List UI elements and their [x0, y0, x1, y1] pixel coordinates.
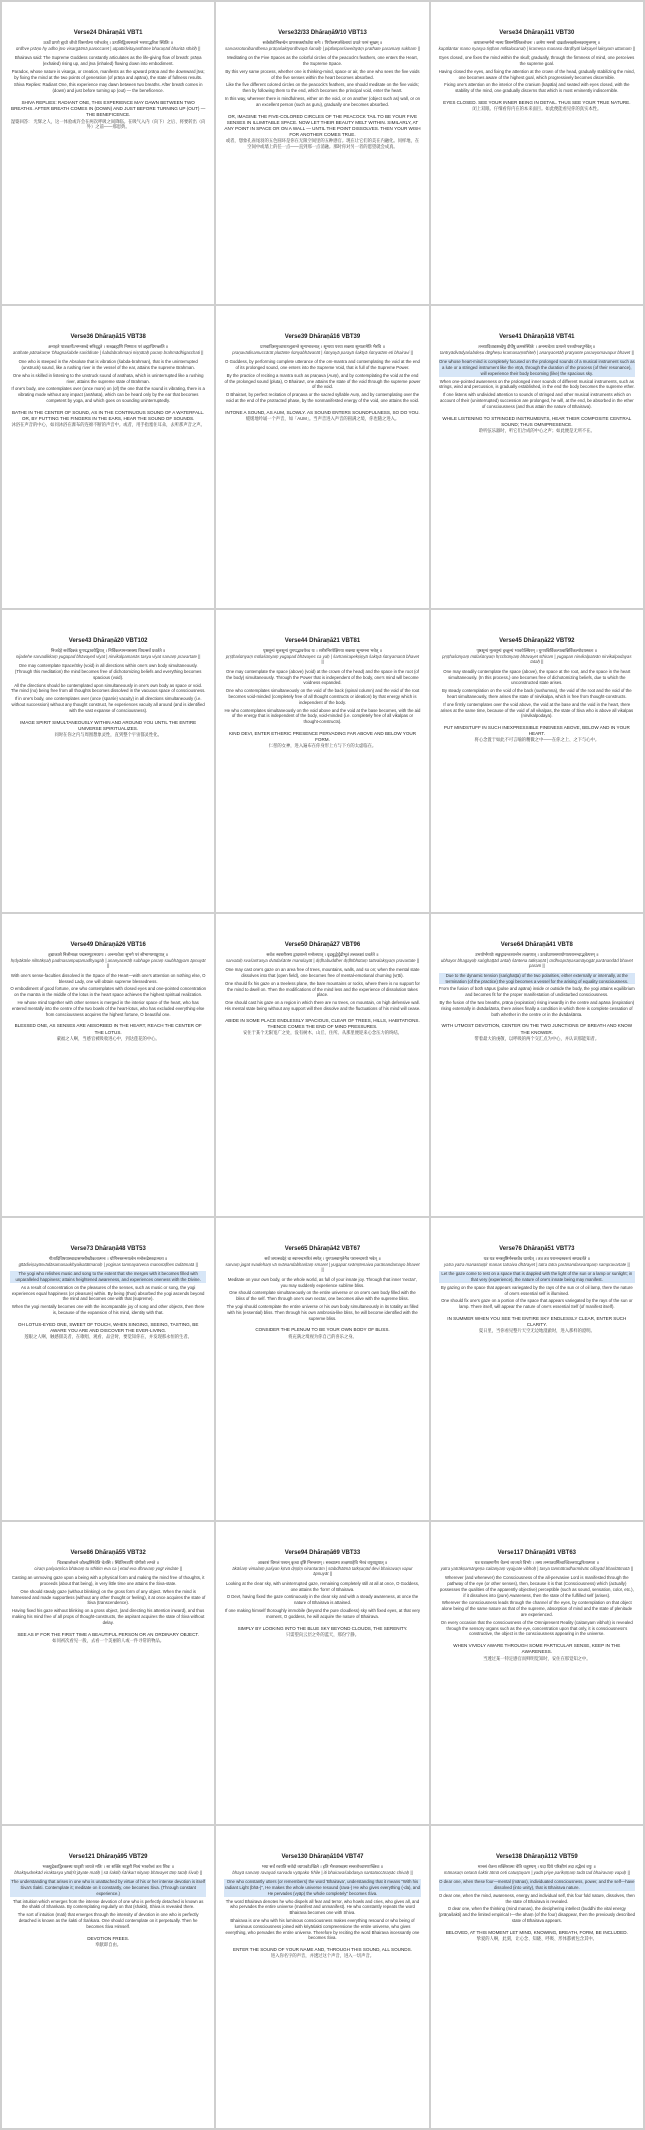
verse-card	[216, 1522, 428, 1824]
verse-summary: KIND DEVI, ENTER ETHERIC PRESENCE PERVADING FAR ABOVE AND BELOW YOUR FORM.	[228, 730, 417, 743]
translation-body	[10, 1271, 206, 1318]
translation-paragraph: O Devī, having fixed the gaze continuously in the clear sky and with a steady awareness, at once the nature of Bhairava is attained.	[226, 1594, 419, 1606]
translation-paragraph: If one making himself thoroughly immobile (beyond the pure cloudless) sky with fixed eyes, at that very moment, O goddess, he will acquire the nature of Bhairava.	[224, 1607, 421, 1619]
translation-paragraph: Eyes closed, one fixes the mind within the skull; gradually, through the firmness of mind, one perceives the supreme goal.	[439, 55, 635, 66]
translation-paragraph: Wherever (and whenever) the Consciousness of the all-pervasive Lord is manifested through the pathway of the eye (or other senses), then, because it is that (Consciousness) which (actually) possesses the qualities of the apparently objective) perceptible (such as sound, sensation, color, etc.), if it dissolves into (pure) Awareness, then the state of the fulfilled self (arises).	[439, 1575, 634, 1598]
verse-title: Verse44 Dhāraṇā21 VBT81	[284, 638, 361, 644]
translation-paragraph: By the fusion of the two breaths, prāṇa (expiration) rising inwardly in the centre and apāna (inspiration) rising externally in dvādaśānta, there arises finally a condition in which there is complete cessation of both whether in the centre or in the dvādaśānta.	[439, 999, 635, 1017]
sanskrit-text: सर्वं जगत्स्वदेहं वा स्वानन्दभरितं स्मरेत् । युगपत्स्वामृतेनैव परानन्दमयो भवेत् ॥	[264, 1256, 381, 1261]
verse-summary: SEE AS IF FOR THE FIRST TIME A BEAUTIFUL PERSON OR AN ORDINARY OBJECT.	[17, 1631, 199, 1637]
verse-summary: ABIDE IN SOME PLACE ENDLESSLY SPACIOUS, CLEAR OF TREES, HILLS, HABITATIONS. THENCE COMES THE END OF MIND PRESSURES.	[225, 1017, 420, 1029]
sanskrit-text: कपालान्तर्मनो न्यस्य तिष्ठन्मीलितलोचनः । क्रमेण मनसो दार्ढ्याल्लक्षयेल्लक्ष्यमुत्तमम् ॥	[473, 40, 601, 45]
sanskrit-text: सर्वस्रोतोनिबन्धेन प्राणशक्त्योर्ध्वया शनैः । पिपीलस्पर्शवेलायां प्रथते परमं सुखम् ॥	[262, 40, 383, 45]
translation-body	[439, 1271, 635, 1312]
verse-summary: OH LOTUS-EYED ONE, SWEET OF TOUCH, WHEN SINGING, SEEING, TASTING, BE AWARE YOU ARE AND DISCOVER THE EVER-LIVING.	[17, 1321, 199, 1333]
verse-summary: PUT MINDSTUFF IN SUCH INEXPRESSIBLE FINENESS ABOVE, BELOW AND IN YOUR HEART.	[443, 725, 630, 737]
verse-card	[216, 306, 428, 608]
verse-title: Verse36 Dhāraṇā15 VBT38	[70, 334, 146, 340]
verse-card	[2, 1826, 214, 2128]
transliteration-text: tantryādivādyaśabdeṣu dīrgheṣu kramasaṃsthiteḥ | ananyacetāḥ pratyante paravyomavapur bhavet ||	[439, 349, 634, 355]
transliteration-text: yatra yatrākṣamārgeṇa caitanyaṃ vyajyate vibhoḥ | tasya tanmātradharmitvāc cillayād bharitātmatā ||	[440, 1565, 634, 1571]
verse-title: Verse121 Dhāraṇā95 VBT29	[68, 1854, 148, 1860]
sanskrit-text: निजदेहे सर्वदिक्कं युगपद्भावयेद्वियत् । निर्विकल्पमनास्तस्य वियत्सर्वं प्रवर्तते ॥	[50, 648, 166, 653]
translation-body	[10, 973, 206, 1020]
translation-paragraph: One may cast one's gaze on an area free of trees, mountains, walls, and so on; when the mental state dissolves into that (open field), one becomes free of mental-emotional churning (vṛtti).	[225, 967, 420, 978]
chinese-summary: 同时在你之内与周围想象灵性，直到整个宇宙都灵性化。	[54, 731, 162, 737]
transliteration-text: gītādiviṣayāsvādāsamasaukhyaikatātmanaḥ | yoginas tanmayatvena manorūḍhes tadātmatā ||	[18, 1261, 198, 1267]
translation-paragraph: The understanding that arises in one who is unattached by virtue of his or her intense devotion is itself Śiva's Śakti. Contemplate it; meditate on it constantly, one becomes Śiva. (Through constant experience.)	[11, 1879, 206, 1896]
verse-summary: INTONE A SOUND, AS AUM, SLOWLY. AS SOUND ENTERS SOUNDFULNESS, SO DO YOU.	[225, 409, 420, 415]
translation-paragraph: He whose mind together with other senses is merged in the interior space of the heart, who has entered mentally into the centre of the two bowls of the heart-lotus, who has excluded everything else from consciousness acquires the highest fortune, O beautiful one.	[11, 999, 205, 1017]
transliteration-text: bhayā sarvaṃ ravayati sarvado vyāpako 'khile | iti bhairavaśabdasya santatoccāraṇāc chivaḥ ||	[232, 1869, 413, 1875]
verse-summary: EYES CLOSED. SEE YOUR INNER BEING IN DETAIL. THUS SEE YOUR TRUE NATURE.	[443, 99, 631, 105]
translation-paragraph: Like the five different colored circles on the peacock's feathers, one should meditate on the five voids; then by following them to the end, which becomes the principal void, enter the heart.	[226, 82, 419, 94]
verse-summary: IN SUMMER WHEN YOU SEE THE ENTIRE SKY ENDLESSLY CLEAR, ENTER SUCH CLARITY.	[447, 1315, 627, 1328]
verse-title: Verse64 Dhāraṇā41 VBT8	[500, 942, 573, 948]
chinese-summary: 只需望向云层之外的蓝天，那份宁静。	[285, 1631, 360, 1637]
translation-body	[224, 55, 420, 109]
translation-paragraph: Meditating on the Five Spaces as the colorful circles of the peacock's feathers, one enters the Heart, the Supreme Space.	[227, 55, 418, 66]
translation-body	[10, 663, 206, 715]
translation-paragraph: One whose heart-mind is completely focused on the prolonged sounds of a musical instrument such as a lute or a stringed instrument like the vīṇā, through the duration of the process (of their resonance), will experience their body becoming (like) the spacious sky.	[439, 359, 635, 376]
translation-paragraph: On every occasion that the consciousness of the Omnipresent Reality (caitanyam vibhoḥ) is revealed through the sensory organs such as the eye, concentration upon that only, it is consciousness's constructive, the object is the consciousness appearing in the universe.	[440, 1619, 633, 1637]
translation-paragraph: If in one's body, one contemplates over (once (sparśe) vacuity) in all directions simultaneously (i.e. without succession) without any thought construct, he experiences vacuity all around (and is identified with the vast expanse of consciousness).	[11, 696, 205, 713]
chinese-summary: 夏日里，当你看见整片天空无边地澄澈时，进入那样的澄明。	[478, 1328, 595, 1334]
verse-card	[2, 1218, 214, 1520]
transliteration-text: sarvaṃ jagat svadehaṃ vā svānandabharitaṃ smaret | yugapat svāmṛtenaiva parānandamayo bhavet ||	[225, 1261, 420, 1273]
translation-paragraph: Let the gaze come to rest on a space that is dappled with the light of the sun or a lamp or sunlight; in that very (experience), the nature of one's innate being may manifest.	[439, 1271, 635, 1283]
verse-title: Verse45 Dhāraṇā22 VBT92	[499, 638, 575, 644]
verse-title: Verse50 Dhāraṇā27 VBT96	[284, 942, 361, 948]
verse-summary: WHILE LISTENING TO STRINGED INSTRUMENTS, HEAR THEIR COMPOSITE CENTRAL SOUND; THUS OMNIPRESENCE.	[442, 415, 632, 427]
translation-body	[224, 1277, 420, 1324]
chinese-summary: 湿婆回答： 光辉之人，这一体验或许会在两次呼吸之间降临。在吸气入内（向下）之后、将要转出（向外）之前——那恩典。	[10, 118, 206, 130]
transliteration-text: kapālāntar mano nyasya tiṣṭhan mīlitalocanaḥ | krameṇa manaso dārḍhyāl lakṣayel lakṣyam uttamam ||	[438, 45, 635, 51]
transliteration-text: sarvasrotonibandhena prāṇaśaktyordhvayā śanaiḥ | pipīlasparśavelāyāṃ prathate paramaṃ sukham ||	[225, 45, 420, 51]
sanskrit-text: भक्त्युद्रेकाद्विरक्तस्य यादृशी जायते मतिः । सा शक्तिः शाङ्करी नित्यं भावयेत्तां ततः शिवः ॥	[42, 1864, 174, 1869]
verse-summary: ENTER THE SOUND OF YOUR NAME AND, THROUGH THIS SOUND, ALL SOUNDS.	[233, 1947, 412, 1953]
verse-title: Verse65 Dhāraṇā42 VBT67	[284, 1246, 361, 1252]
chinese-summary: 沐浴在声音的中心，如同沐浴在瀑布的连绵不断的声音中。或者，用手指塞住耳朵，去听那声音之声。	[11, 422, 205, 428]
transliteration-text: mānasaṃ cetanā śaktir ātmā ceti catuṣṭayam | yadā priye parikṣīṇaṃ tadā tad bhairavaṃ vapuḥ ||	[443, 1869, 630, 1875]
chinese-summary: 安住于某个无限宽广之处，没有树木、山丘、住所。从那里便迎来心念压力的终结。	[243, 1030, 402, 1036]
translation-paragraph: One should cast his gaze on a region in which there are no trees, on mountain, on high defensive wall. His mental state being without any support will then dissolve and the fluctuations of his mind will cease.	[224, 1000, 421, 1011]
verse-summary: SIMPLY BY LOOKING INTO THE BLUE SKY BEYOND CLOUDS, THE SERENITY.	[237, 1625, 408, 1631]
verse-card	[431, 610, 643, 912]
verse-card	[216, 1218, 428, 1520]
transliteration-text: nijadehe sarvadikkaṃ yugapad bhāvayed viyat | nirvikalpamanās tasya viyat sarvaṃ pravartate ||	[15, 653, 201, 659]
sanskrit-text: हृद्याकाशे निलीनाक्षः पद्मसम्पुटमध्यगः । अनन्यचेताः सुभगे परं सौभाग्यमाप्नुयात् ॥	[48, 952, 169, 957]
verse-card	[2, 2, 214, 304]
sanskrit-text: सर्वतः स्वशरीरस्य द्वादशान्ते मनोलयात् । दृढबुद्धेर्दृढीभूतं तत्त्वलक्ष्यं प्रवर्तते ॥	[266, 952, 379, 957]
translation-body	[224, 1581, 420, 1622]
verse-title: Verse34 Dhāraṇā11 VBT30	[499, 30, 575, 36]
translation-paragraph: O embodiment of good fortune, one who contemplates with closed eyes and one-pointed concentration on the mantra in the middle of the lotus in the heart space achieves the highest spiritual realization.	[10, 986, 206, 998]
translation-paragraph: One may contemplate Space/Sky (void) in all directions within one's own body simultaneously. (Through this meditation) the mind becomes free of dichotomizing beliefs and everything becomes spacious (void).	[14, 663, 202, 680]
translation-paragraph: In this way, wherever there is mindfulness, either on the void, or on another (object such as) wall, or on an excellent person (such as guru), gradually one becomes absorbed.	[224, 95, 421, 107]
translation-paragraph: Casting an unmoving gaze upon a being with a physical form and making the mind free of thoughts, it proceeds (about that being), in very little time one attains the Śiva-state.	[11, 1575, 205, 1586]
translation-paragraph: One who is skilled in listening to the unstruck sound of anāhata, which is uninterrupted like a rushing river, attains the supreme state of Brahman.	[12, 372, 204, 384]
translation-body	[439, 1879, 635, 1926]
translation-paragraph: One may contemplate the space (above) (void) at the crown of the head) and the space in the root (of the body) simultaneously. Through the Power that is independent of the body, one's mind will become voidness expanded.	[225, 668, 419, 686]
sanskrit-text: यत्र यत्र मनस्तुष्टिर्मनस्तत्रैव धारयेत् । तत्र तत्र परानन्दस्वरूपं सम्प्रवर्तते ॥	[483, 1256, 591, 1261]
chinese-summary: 带着最大的虔敬，以呼吸的两个交汇点为中心，并认识那能知者。	[474, 1035, 600, 1041]
verse-card	[431, 1826, 643, 2128]
verse-title: Verse130 Dhāraṇā104 VBT47	[281, 1854, 364, 1860]
chinese-summary: 当透过某一特定感官而鲜明觉知时，安住在那觉知之中。	[483, 1655, 591, 1661]
verse-summary: IMAGE SPIRIT SIMULTANEOUSLY WITHIN AND AROUND YOU UNTIL THE ENTIRE UNIVERSE SPIRITUALIZES.	[20, 719, 197, 731]
transliteration-text: ākāśaṃ vimalaṃ paśyan kṛtvā dṛṣṭiṃ nirantarām | stabdhātmā tatkṣaṇād devi bhairavaṃ vapur āpnuyāt ||	[232, 1565, 413, 1577]
chinese-summary: 进入你名字的声音，并透过这个声音，进入一切声音。	[270, 1953, 375, 1959]
translation-paragraph: Wherever the consciousness leads through the channel of the eyes, by contemplation on that object alone being of the same nature as that of the supreme, absorption of mind and the state of plenitude are experienced.	[441, 1600, 633, 1617]
translation-paragraph: One who constantly utters (or remembers) the word 'Bhairava', understanding that it means "With his radiant Light (bhā-)", He makes the whole universe resound (rava-) He who gives everything (-da), and He pervades (vyāp) the whole completely" becomes Śiva.	[225, 1879, 420, 1896]
translation-body	[10, 359, 206, 406]
translation-paragraph: That intuition which emerges from the intense devotion of one who is perfectly detached is known as the shakti of Shankara. By contemplating regularly on that (shakti), Shiva is revealed there.	[12, 1898, 204, 1910]
translation-paragraph: Bhairava is one who with his luminous consciousness makes everything resound or who being of luminous consciousness joined with kriyāśakti compreensione the entire universe, who gives everything, who pervades the entire universe. Therefore by reciting the word Bhairava incessantly one becomes Śiva.	[225, 1917, 420, 1941]
translation-body	[10, 1575, 206, 1627]
chinese-summary: 仁慈的女神，进入遍布在你身形上方与下方的太虚临在。	[268, 743, 377, 749]
verse-summary: WITH UTMOST DEVOTION, CENTER ON THE TWO JUNCTIONS OF BREATH AND KNOW THE KNOWER.	[441, 1023, 633, 1035]
translation-paragraph: One should steady gaze (without blinking) on the gross form of any object. When the mind is harnessed and made supportless (without any other thought or feeling), it at once acquires the state of Śiva (transcendence).	[10, 1588, 206, 1606]
sanskrit-text: पृष्ठशून्यं मूलशून्यं हृच्छून्यं भावयेत्स्थिरम् । युगपन्निर्विकल्पत्वान्निर्विकल्पोदयस्ततः ॥	[476, 648, 598, 653]
chinese-summary: 奉献即自由。	[95, 1941, 122, 1947]
transliteration-text: pṛṣṭhaśūnyaṃ mūlaśūnyaṃ hṛcchūnyaṃ bhāvayet sthiram | yugapan nirvikalpatvān nirvikalpodayas tataḥ ||	[442, 653, 632, 665]
chinese-summary: 聆听弦乐器时，听它们合成的中心之声；如此便是无所不在。	[478, 427, 595, 433]
verse-card	[2, 914, 214, 1216]
translation-paragraph: The word Bhairava denotes he who dispels all fear and terror, who howls and cries, who gives all, and who pervades the entire universe (manifest and unmanifest). He who constantly repeats the word Bhairava becomes one with Shiva.	[225, 1898, 420, 1916]
sanskrit-text: आकाशं विमलं पश्यन् कृत्वा दृष्टिं निरन्तराम् । स्तब्धात्मा तत्क्षणाद्देवि भैरवं वपुराप्नुयात् ॥	[257, 1560, 388, 1565]
transliteration-text: yatra yatra manastuṣṭir manas tatraiva dhārayet | tatra tatra parānandasvarūpaṃ sampravartate ||	[444, 1261, 630, 1267]
sanskrit-text: पृष्ठशून्यं मूलशून्यं युगपद्भावयेच्च यः । शरीरनिरपेक्षिण्या शक्त्या शून्यमना भवेत् ॥	[263, 648, 382, 653]
chinese-summary: 莲眼之人啊，触感甜美者，在歌唱、观看、品尝时，要觉知你在，并发现那永恒的生者。	[24, 1334, 192, 1340]
translation-paragraph: Shiva Replies: Radiant One, this experience may dawn between two breaths. After breath comes in (down) and just before turning up (out) — the beneficence.	[13, 82, 203, 94]
translation-paragraph: The sort of intuition (mati) that emerges through the intensity of devotion in one who is perfectly detached is known as the śakti of Śaṅkara. One should contemplate on it perpetually. Then he becomes Śiva Himself.	[17, 1912, 199, 1929]
translation-paragraph: Meditate on your own body, or the whole world, as full of your innate joy. Through that inner 'nectar', you may suddenly experience sublime bliss.	[227, 1276, 418, 1288]
verse-card	[216, 2, 428, 304]
verse-summary: CONSIDER THE PLENUM TO BE YOUR OWN BODY OF BLISS.	[255, 1327, 390, 1333]
transliteration-text: sarvataḥ svaśarīrasya dvādaśānte manolayāt | dṛḍhabuddher dṛḍhībhūtaṃ tattvalakṣyaṃ pravartate ||	[225, 957, 419, 963]
transliteration-text: anāhate pātrakarṇe 'bhagnaśabde sariddrute | śabdabrahmaṇi niṣṇātaḥ paraṃ brahmādhigacchati ||	[12, 349, 204, 355]
translation-paragraph: If one listens with undivided attention to sounds of stringed and other musical instruments which on account of their (uninterrupted) succession are prolonged, he will, at the end, be absorbed in the ether of consciousness (and thus attain the nature of Bhairava).	[439, 392, 634, 409]
translation-body	[10, 55, 206, 96]
translation-body	[10, 1879, 206, 1931]
verse-summary: SHIVA REPLIES: RADIANT ONE, THIS EXPERIENCE MAY DAWN BETWEEN TWO BREATHS. AFTER BREATH COMES IN (DOWN) AND JUST BEFORE TURNING UP (OUT) — THE BENEFICENCE.	[11, 99, 206, 118]
translation-paragraph: By steady contemplation on the void of the back (sushumna), the void of the root and the void of the heart simultaneously, there arises the state of nirvikalpa, which is free from thought-constructs.	[441, 688, 632, 699]
translation-body	[439, 1575, 635, 1639]
verse-title: Verse138 Dhāraṇā112 VBT59	[495, 1854, 578, 1860]
verse-card	[431, 306, 643, 608]
chinese-summary: 蒙福之人啊，当感官被吸收进心中，到达莲花的中心。	[56, 1035, 160, 1041]
verse-card	[2, 1522, 214, 1824]
sanskrit-text: प्रणवादिसमुच्चारात्प्लुतान्ते शून्यभावनात् । शून्यया परया शक्त्या शून्यतामेति भैरवि ॥	[260, 344, 385, 349]
verse-summary: DEVOTION FREES.	[87, 1935, 130, 1941]
translation-paragraph: The yogi who relishes music and song to the extent that she merges with it becomes filled with unparalleled happiness; attains heightened awareness, and experiences oneness with the Divine.	[10, 1271, 206, 1283]
verse-card	[2, 610, 214, 912]
translation-paragraph: One may steadily contemplate the space (above), the space at the root, and the space in the heart simultaneously. (In this process,) one becomes free of dichotomizing beliefs, due to which the unconstructed state arises.	[443, 668, 631, 686]
translation-paragraph: O Bhairavī, by perfect recitation of praṇava or the sacred syllable Auṃ, and by contemplating over the void at the end of the protracted phase, by the nonmanifested energy of the void, one attains the void.	[225, 392, 420, 403]
translation-paragraph: Having fixed his gaze without blinking on a gross object, (and directing his attention inward), and thus making his mind free of all props of thought-constructs, the aspirant acquires the state of Śiva without delay.	[12, 1608, 205, 1625]
translation-paragraph: Bhairava said: The Supreme Goddess constantly articulates as the life-giving flow of breath: prāṇa (exhaled) rising up, and jīva (inhaled) flowing down into embodiment.	[14, 55, 202, 66]
verse-title: Verse32/33 Dhāraṇā9/10 VBT13	[278, 30, 367, 36]
chinese-summary: 挚爱的人啊，此刻，让心念、知晓、呼吸、形体都被包含其中。	[476, 1935, 597, 1941]
chinese-summary: 将心念置于如此不可言喻的精微之中——在你之上、之下与心中。	[474, 737, 600, 743]
translation-body	[224, 669, 420, 727]
translation-paragraph: When the yogi mentally becomes one with the incomparable joy of song and other objects, then there is, because of the expansion of his mind, identity with that.	[11, 1304, 205, 1315]
translation-paragraph: If one firmly contemplates over the void above, the void at the base and the void in the heart, there arises at the same time, because of the void of all vikalpas, the state of Śiva who is above all vikalpas (nirvikalpodaya).	[440, 701, 634, 719]
verse-title: Verse94 Dhāraṇā69 VBT33	[284, 1550, 361, 1556]
verse-card	[431, 914, 643, 1216]
translation-paragraph: Looking at the clear sky, with uninterrupted gaze, remaining completely still at all at once, O Goddess, one attains the 'form' of Bhairava.	[225, 1580, 420, 1592]
sanskrit-text: भया सर्वं रवयति सर्वदो व्यापकोऽखिले । इति भैरवशब्दस्य सन्ततोच्चारणाच्छिवः ॥	[261, 1864, 384, 1869]
translation-paragraph: Having closed the eyes, and fixing the attention at the crown of the head, gradually stabilizing the mind, one becomes aware of the highest goal, which progressively becomes discernible.	[438, 68, 635, 80]
translation-paragraph: From the fusion of both sāpus (pulse and apāna) inside or outside the body, the yogi attains equilibrium and becomes fit for the proper manifestation of undisturbed consciousness.	[438, 986, 635, 998]
verse-title: Verse86 Dhāraṇā55 VBT32	[70, 1550, 146, 1556]
verse-card	[431, 1522, 643, 1824]
verse-summary: OR, IMAGINE THE FIVE-COLORED CIRCLES OF THE PEACOCK TAIL TO BE YOUR FIVE SENSES IN ILLIMITABLE SPACE. NOW LET THEIR BEAUTY MELT WITHIN. SIMILARLY, AT ANY POINT IN SPACE OR ON A WALL — UNTIL THE POINT DISSOLVES. THEN YOUR WISH FOR ANOTHER COMES TRUE.	[224, 113, 421, 138]
translation-paragraph: O dear one, when these four—mental (mānas), individuated consciousness, power, and the self—have dissolved (into unity), that is Bhairava nature.	[439, 1879, 635, 1890]
transliteration-text: pṛṣṭhaśūnyaṃ mūlaśūnyaṃ yugapad bhāvayec ca yaḥ | śarīranirapekṣiṇyā śaktyā śūnyamanā bhavet ||	[225, 653, 420, 665]
verse-title: Verse24 Dhāraṇā1 VBT1	[73, 30, 143, 36]
translation-paragraph: O Goddess, by performing complete utterance of the om-mantra and contemplating the void at the end of its prolonged sound, one enters into the Supreme Void, that is full of the Supreme Power.	[225, 359, 420, 370]
verse-card	[2, 306, 214, 608]
verse-title: Verse76 Dhāraṇā51 VBT73	[499, 1246, 575, 1252]
chinese-summary: 或者，想象孔雀尾羽的五色圆环是你在无限空间里的五种感官。现在让它们的美在内融化。同样地，在空间中或墙上的任一点——直到那一点消融。那时你对另一者的愿望就会成真。	[225, 138, 420, 150]
translation-body	[439, 55, 635, 96]
translation-paragraph: One should contemplate simultaneously on the entire universe or on one's own body filled with the bliss of the self. Then through one's own nectar, one becomes alive with the supreme bliss.	[229, 1290, 416, 1302]
translation-paragraph: Fixing one's attention on the interior of the cranium (kapāla) and seated with eyes closed, with the stability of the mind, one gradually discerns that which is most eminently indiscernible.	[444, 82, 630, 94]
translation-paragraph: With one's sense-faculties dissolved in the Space of the Heart—with one's attention on nothing else, O blessed Lady, one will obtain supreme blessedness.	[10, 972, 206, 984]
sanskrit-text: उभयोर्भगयोः सङ्घट्टादन्तःशान्तेन तत्क्षणात् । ऊर्ध्वप्राणसमायोगात्परानन्दाद्भवेत्परम् ॥	[475, 952, 599, 957]
translation-paragraph: O dear one, when the thinking (mind manas), the deciphering intellect (buddhi the vital energy (prāṇašakti) and the limited empirical I—the ahaṃ (of the four) disappear, then the previously described state of Bhairava appears.	[438, 1906, 635, 1923]
verse-card	[216, 914, 428, 1216]
translation-paragraph: Due to the dynamic tension (saṅghaṭṭa) of the two polarities, either externally or internally, at the termination (of the practice) the yogi becomes a vessel for the arising of equality consciousness.	[439, 973, 635, 985]
verse-card	[216, 610, 428, 912]
transliteration-text: praṇavādisamuccārāt plutānte śūnyabhāvanāt | śūnyayā parayā śaktyā śūnyatām eti bhairavi ||	[232, 349, 413, 355]
verse-title: Verse73 Dhāraṇā48 VBT53	[70, 1246, 146, 1252]
sanskrit-text: अनाहते पात्रकर्णेऽभग्नशब्दे सरिद्द्रुते । शब्दब्रह्मणि निष्णातः परं ब्रह्माधिगच्छति ॥	[47, 344, 169, 349]
translation-paragraph: One should fix his gaze on a treeless plane, the bare mountains or rocks, where there is no support for the mind to dwell on. Then the modifications of the mind less and the experience of dissolution takes place.	[225, 980, 420, 998]
sanskrit-text: तन्त्र्यादिवाद्यशब्देषु दीर्घेषु क्रमसंस्थितेः । अनन्यचेताः प्रत्यन्ते परव्योमवपुर्भवेत् ॥	[478, 344, 596, 349]
transliteration-text: bhaktyudrekād viraktasya yādṛśī jāyate matiḥ | sā śaktiḥ śāṅkarī nityaṃ bhāvayet tāṃ tataḥ śivaḥ ||	[14, 1869, 202, 1875]
transliteration-text: ūrdhve prāṇo hy adho jīvo visargātmā paroccaret | utpattidvitayasthāne bharaṇād bharitā sthitiḥ ||	[15, 45, 201, 51]
sanskrit-text: गीतादिविषयास्वादासमसौख्यैकतात्मनः । योगिनस्तन्मयत्वेन मनोरूढेस्तदात्मता ॥	[48, 1256, 168, 1261]
translation-body	[439, 973, 635, 1020]
verse-title: Verse43 Dhāraṇā20 VBT102	[68, 638, 148, 644]
chinese-summary: 闭上双眼。仔细看你内在的本来面目。如此便能看见你的真实本性。	[472, 106, 602, 112]
verse-summary: BLESSED ONE, AS SENSES ARE ABSORBED IN THE HEART, REACH THE CENTER OF THE LOTUS.	[14, 1023, 202, 1035]
translation-paragraph: O dear one, when the mind, awareness, energy and individual self, this four fold nature, dissolves, then the state of Bhairava is revealed.	[438, 1892, 635, 1904]
translation-paragraph: By this very same process, whether one is thinking-mind, space or air, the one who sees the five voids of the five senses within the heart becomes absorbed.	[225, 68, 420, 80]
verse-title: Verse41 Dhāraṇā18 VBT41	[499, 334, 575, 340]
translation-body	[224, 359, 420, 406]
translation-paragraph: If one's body, one contemplates over (once more) on (of) the one that the sound is vibrating, there is a vibrating mode without any impact (anāhata), which can be heard only by the ear that becomes competent by yoga, and which goes on sounding uninterruptedly.	[11, 386, 205, 403]
translation-body	[439, 359, 635, 411]
verse-title: Verse49 Dhāraṇā26 VBT16	[70, 942, 146, 948]
transliteration-text: ciraṃ paśyaṃśca bhāvaṃ tu sthitim eva ca | etad eva dhruvaṃ yogī vindate ||	[34, 1565, 182, 1571]
verse-card	[216, 1826, 428, 2128]
translation-paragraph: All the directions should be contemplated upon simultaneously in one's own body as space or void. The mind (no) being free from all thoughts becomes dissolved in the vacuous space of consciousness.	[10, 682, 206, 694]
translation-paragraph: One who contemplates simultaneously on the void of the back (spinal column) and the void of the root becomes void-minded (completely free of all thought constructs or ideation) by that energy which is independent of the body.	[225, 688, 420, 705]
translation-paragraph: The yogi should contemplate the entire universe or his own body simultaneously in its totality as filled with his (essential) bliss. Then through his own ambrosia-like bliss, he will become identified with the supreme bliss.	[226, 1303, 419, 1321]
verse-title: Verse39 Dhāraṇā16 VBT39	[284, 334, 361, 340]
translation-paragraph: As a result of concentration on the pleasures of the senses, such as music or song, the yogi experiences equal happiness (or pleasure) within. By being (thus) absorbed the yogi ascends beyond the mind and becomes one with that (supreme).	[11, 1284, 205, 1302]
sanskrit-text: चित्राद्यालोकने कौलद्रष्टिरेवेति चेतसि । स्थितिमत्रापि योगीशो लभते ॥	[57, 1560, 160, 1565]
verse-summary: BATHE IN THE CENTER OF SOUND, AS IN THE CONTINUOUS SOUND OF A WATERFALL. OR, BY PUTTING THE FINGERS IN THE EARS, HEAR THE SOUND OF SOUNDS.	[11, 409, 205, 421]
translation-paragraph: He who contemplates simultaneously on the void above and the void at the base becomes, with the aid of the energy that is independent of the body, void-minded (i.e. completely free of all vikalpas or thought-constructs).	[224, 707, 421, 725]
verse-title: Verse117 Dhāraṇā91 VBT63	[497, 1550, 577, 1556]
translation-paragraph: By the practice of reciting a mantra such as praṇava (Auṃ), and by contemplating the void at the end of the prolonged sound (pluta), O Bhairavī, one attains the state of the void through the supreme power of the void.	[224, 372, 421, 390]
verse-card	[431, 2, 643, 304]
translation-paragraph: When one-pointed awareness on the prolonged inner sounds of different musical instruments, such as strings, wind and percussion, is gradually established, in the end the body becomes the supreme ether.	[438, 378, 635, 390]
chinese-summary: 将充满之境视为你自己的喜乐之身。	[288, 1333, 357, 1339]
translation-body	[224, 1879, 420, 1943]
chinese-summary: 缓缓地吟诵一个声音，如「AUM」。当声音进入声音的圆满之境，你也随之进入。	[245, 415, 400, 421]
verse-card	[431, 1218, 643, 1520]
transliteration-text: hṛdyākāśe nilīnākṣaḥ padmasampuṭamadhyagaḥ | ananyacetāḥ subhage paraṃ saubhāgyam āpnuyāt ||	[10, 957, 206, 969]
chinese-summary: 如同初次看见一般，去看一个美丽的人或一件寻常的物品。	[52, 1637, 165, 1643]
sanskrit-text: यत्र यत्राक्षमार्गेण चैतन्यं व्यज्यते विभोः । तस्य तन्मात्रधर्मित्वाच्चिल्लयाद्भरितात्मता ॥	[474, 1560, 599, 1565]
verse-summary: WHEN VIVIDLY AWARE THROUGH SOME PARTICULAR SENSE, KEEP IN THE AWARENESS.	[453, 1643, 621, 1655]
translation-paragraph: Paradox, whose nature is visarga, or creation, manifests as the upward prāṇa and the downward jīva; by fixing the mind at the two points of generation (of prāṇa and apāna), the state of fullness results.	[11, 68, 205, 80]
translation-body	[224, 967, 420, 1014]
translation-paragraph: By gazing on the space that appears variegated by the rays of the sun or of oil lamp, there the nature of one's essential self is illumined.	[440, 1284, 633, 1296]
verse-summary: BELOVED, AT THIS MOMENT LET MIND, KNOWING, BREATH, FORM, BE INCLUDED.	[445, 1929, 628, 1935]
sanskrit-text: ऊर्ध्वे प्राणो ह्यधो जीवो विसर्गात्मा परोच्चरेत् । उत्पत्तिद्वितयस्थाने भरणाद्भरिता स्थितिः ॥	[43, 40, 174, 45]
transliteration-text: ubhayor bhagayoḥ saṅghaṭṭād antaḥ śāntena tatkṣaṇāt | ūrdhvaprāṇasamāyogāt parānandād bhavet param ||	[440, 957, 633, 969]
translation-paragraph: One who is steeped in the Absolute that is vibration (śabda-brahman), that is the uninterrupted (unstruck) sound, like a rushing river in the vessel of the ear, attains the supreme Brahman.	[18, 359, 198, 370]
translation-body	[439, 669, 635, 721]
translation-paragraph: One should fix one's gaze on a portion of the space that appears variegated by the rays of the sun or lamp. There itself, will appear the nature of one's essential Self (of manifest itself).	[441, 1298, 633, 1310]
sanskrit-text: मानसं चेतना शक्तिरात्मा चेति चतुष्टयम् । यदा प्रिये परिक्षीणं तदा तद्भैरवं वपुः ॥	[477, 1864, 596, 1869]
